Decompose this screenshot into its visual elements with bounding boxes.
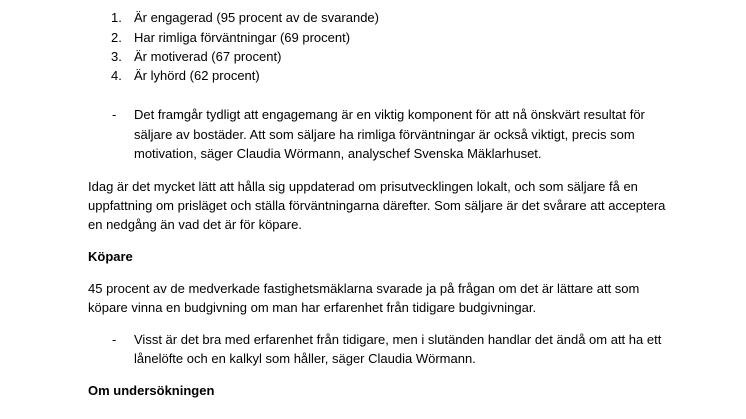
quote-line: Visst är det bra med erfarenhet från tidigare, men i slutänden handlar det ändå om att ha ett: [134, 332, 662, 347]
paragraph-line: Idag är det mycket lätt att hålla sig uppdaterad om prisutvecklingen lokalt, och som säljare få en: [88, 179, 638, 194]
list-item: Är motiverad (67 procent): [134, 49, 282, 64]
list-number: 3.: [111, 49, 122, 64]
quote-line: lånelöfte och en kalkyl som håller, säger Claudia Wörmann.: [134, 351, 476, 366]
quote-dash: -: [112, 107, 117, 122]
list-item: Är lyhörd (62 procent): [134, 68, 260, 83]
paragraph-line: köpare vinna en budgivning om man har erfarenhet från tidigare budgivningar.: [88, 300, 537, 315]
list-number: 4.: [111, 68, 122, 83]
paragraph-line: 45 procent av de medverkade fastighetsmäklarna svarade ja på frågan om det är lättare att som: [88, 281, 640, 296]
list-number: 2.: [111, 30, 122, 45]
quote-dash: -: [112, 332, 117, 347]
list-item: Har rimliga förväntningar (69 procent): [134, 30, 351, 45]
list-item: Är engagerad (95 procent av de svarande): [134, 10, 379, 25]
paragraph-line: uppfattning om prisläget och ställa förväntningarna därefter. Som säljare är det svårare att acceptera: [88, 198, 666, 213]
quote-line: motivation, säger Claudia Wörmann, analyschef Svenska Mäklarhuset.: [134, 146, 542, 161]
list-number: 1.: [111, 10, 122, 25]
section-heading: Köpare: [88, 249, 133, 264]
paragraph-line: en nedgång än vad det är för köpare.: [88, 217, 302, 232]
section-heading: Om undersökningen: [88, 383, 215, 398]
quote-line: Det framgår tydligt att engagemang är en viktig komponent för att nå önskvärt resultat för: [134, 107, 645, 122]
quote-line: säljare av bostäder. Att som säljare ha rimliga förväntningar är också viktigt, precis som: [134, 127, 635, 142]
